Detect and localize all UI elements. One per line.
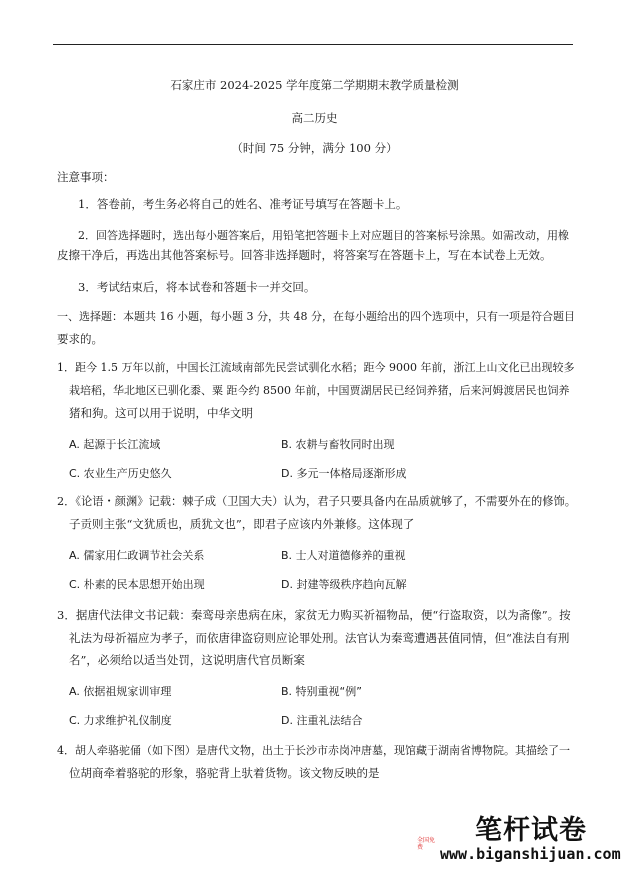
notes-heading: 注意事项： <box>57 170 115 184</box>
question-1-option-b: B. 农耕与畜牧同时出现 <box>281 438 395 451</box>
watermark-badge: 全国免费 <box>417 837 436 851</box>
watermark-url: www.biganshijuan.com <box>440 845 621 863</box>
question-3-option-a: A. 依据祖规家训审理 <box>69 685 172 698</box>
question-2-line: 2．《论语・颜渊》记载：棘子成（卫国大夫）认为，君子只要具备内在品质就够了，不需要外在的修饰。 <box>57 495 577 508</box>
question-3-line: 名”，必须给以适当处罚，这说明唐代官员断案 <box>69 653 305 667</box>
question-3-option-d: D. 注重礼法结合 <box>281 714 363 727</box>
question-2-line: 子贡则主张“文犹质也，质犹文也”，即君子应该内外兼修。这体现了 <box>69 517 415 531</box>
question-1-option-a: A. 起源于长江流域 <box>69 438 161 451</box>
question-2-option-b: B. 士人对道德修养的重视 <box>281 549 406 562</box>
section-heading: 一、选择题：本题共 16 小题，每小题 3 分，共 48 分，在每小题给出的四个选项中，只有一项是符合题目 <box>57 310 575 323</box>
question-1-line: 1．距今 1.5 万年以前，中国长江流域南部先民尝试驯化水稻；距今 9000 年前，浙江上山文化已出现较多 <box>57 361 575 374</box>
top-rule <box>53 44 573 45</box>
question-3-option-b: B. 特别重视“例” <box>281 685 362 698</box>
section-heading-cont: 要求的。 <box>57 332 103 346</box>
question-2-option-a: A. 儒家用仁政调节社会关系 <box>69 549 205 562</box>
note-item: 2．回答选择题时，选出每小题答案后，用铅笔把答题卡上对应题目的答案标号涂黑。如需改动，用橡 <box>78 229 569 242</box>
exam-meta: （时间 75 分钟，满分 100 分） <box>231 141 398 155</box>
question-1-line: 猪和狗。这可以用于说明，中华文明 <box>69 406 253 420</box>
note-item: 1．答卷前，考生务必将自己的姓名、准考证号填写在答题卡上。 <box>78 197 408 211</box>
question-3-line: 礼法为母祈福应为孝子，而依唐律盗窃则应论罪处刑。法官认为秦鸾遭遇甚值同情，但“准法自有刑 <box>69 631 570 645</box>
question-4-line: 4．胡人牵骆驼俑（如下图）是唐代文物，出土于长沙市赤岗冲唐墓，现馆藏于湖南省博物院。其描绘了一 <box>57 744 570 757</box>
question-3-line: 3．据唐代法律文书记载：秦鸾母亲患病在床，家贫无力购买祈福物品，便“行盗取资，以为斋像”。按 <box>57 608 571 622</box>
watermark-title: 笔杆试卷 <box>475 815 587 846</box>
note-item: 皮擦干净后，再选出其他答案标号。回答非选择题时，将答案写在答题卡上，写在本试卷上无效。 <box>57 248 552 262</box>
question-2-option-d: D. 封建等级秩序趋向瓦解 <box>281 578 407 591</box>
question-3-option-c: C. 力求维护礼仪制度 <box>69 714 172 727</box>
question-1-line: 栽培稻，华北地区已驯化黍、粟 距今约 8500 年前，中国贾湖居民已经饲养猪，后来河姆渡居民也饲养 <box>69 384 570 397</box>
question-4-line: 位胡商牵着骆驼的形象，骆驼背上驮着货物。该文物反映的是 <box>69 766 380 780</box>
note-item: 3．考试结束后，将本试卷和答题卡一并交回。 <box>78 280 316 294</box>
exam-subject: 高二历史 <box>291 111 338 125</box>
question-1-option-c: C. 农业生产历史悠久 <box>69 467 172 480</box>
question-1-option-d: D. 多元一体格局逐渐形成 <box>281 467 407 480</box>
question-2-option-c: C. 朴素的民本思想开始出现 <box>69 578 205 591</box>
exam-title: 石家庄市 2024-2025 学年度第二学期期末教学质量检测 <box>170 78 459 92</box>
